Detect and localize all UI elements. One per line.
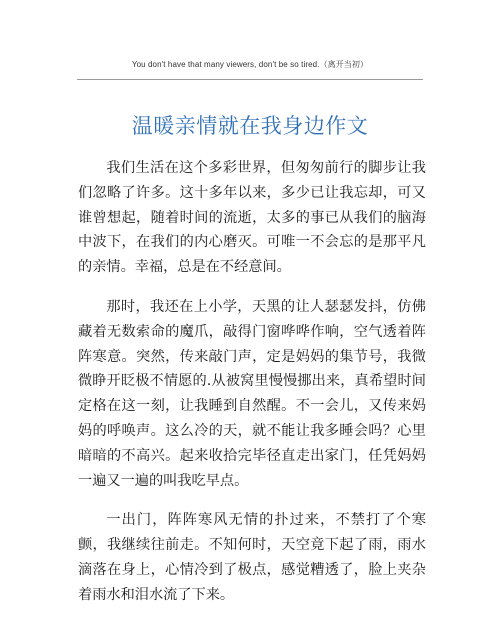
paragraph: 一出门，阵阵寒风无情的扑过来，不禁打了个寒颤，我继续往前走。不知何时，天空竟下起了雨，雨水滴落在身上，心情冷到了极点，感觉糟透了，脸上夹杂着雨水和泪水流了下来。: [78, 512, 426, 603]
header-divider: [77, 79, 423, 80]
document-title: 温暖亲情就在我身边作文: [131, 114, 369, 139]
page-header-text: You don't have that many viewers, don't be so tired.（离开当初）: [131, 60, 369, 69]
paragraph: 那时，我还在上小学，天黑的让人瑟瑟发抖，仿佛藏着无数索命的魔爪，敲得门窗哗哗作响，空气透着阵阵寒意。突然，传来敲门声，定是妈妈的集节号，我微微睁开眨极不情愿的.从被窝里慢慢挪出来，真希望时间定格在这一刻，让我睡到自然醒。不一会儿，又传来妈妈的呼唤声。这么冷的天，就不能让我多睡会吗？心里暗暗的不高兴。起来收拾完毕径直走出家门，任凭妈妈一遍又一遍的叫我吃早点。: [78, 298, 426, 489]
paragraph: 我们生活在这个多彩世界，但匆匆前行的脚步让我们忽略了许多。这十多年以来，多少已让我忘却，可又谁曾想起，随着时间的流逝，太多的事已从我们的脑海中波下，在我们的内心磨灭。可唯一不会忘的是那平凡的亲情。幸福，总是在不经意间。: [78, 160, 426, 276]
document-body: [78, 156, 426, 623]
